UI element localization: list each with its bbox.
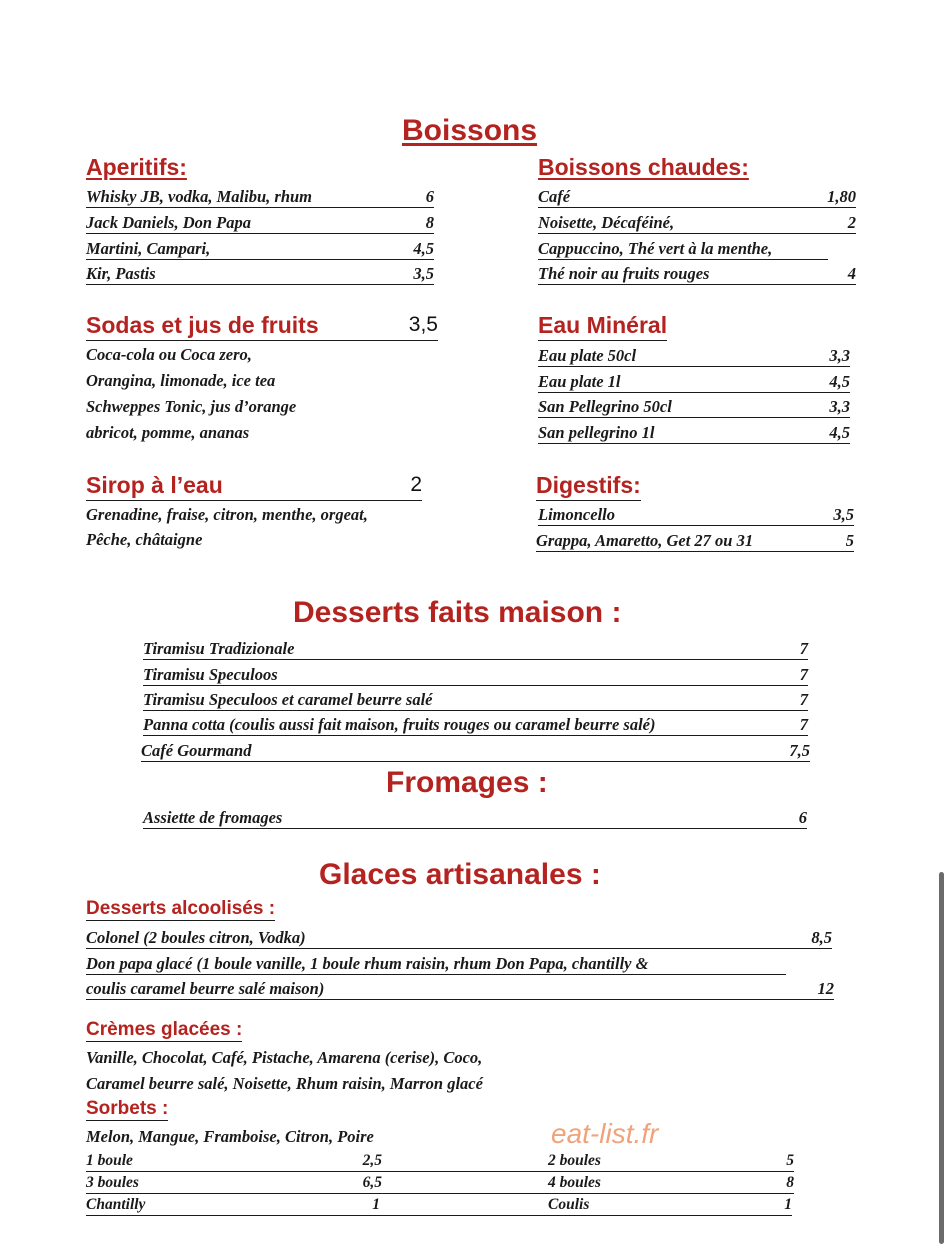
list-item — [86, 263, 434, 285]
list-item — [86, 927, 832, 949]
item-price: 4,5 — [829, 423, 850, 442]
item-name: Chantilly — [86, 1196, 146, 1213]
list-item — [538, 212, 856, 234]
sirop-line: Pêche, châtaigne — [86, 530, 203, 549]
item-price: 2,5 — [362, 1152, 382, 1169]
item-name: Eau plate 50cl — [538, 346, 637, 365]
digestifs-heading: Digestifs: — [536, 472, 641, 501]
glaces-heading: Glaces artisanales : — [319, 858, 601, 891]
item-price: 7 — [799, 690, 808, 709]
item-name: Eau plate 1l — [538, 372, 621, 391]
cremes-line: Vanille, Chocolat, Café, Pistache, Amarena (cerise), Coco, — [86, 1048, 483, 1067]
item-name: Thé noir au fruits rouges — [538, 264, 710, 283]
item-name: Cappuccino, Thé vert à la menthe, — [538, 239, 773, 258]
sodas-line: abricot, pomme, ananas — [86, 423, 250, 442]
list-item — [86, 978, 834, 1000]
item-price: 5 — [845, 531, 854, 550]
watermark: eat-list.fr — [551, 1118, 659, 1149]
eau-heading: Eau Minéral — [538, 312, 667, 341]
item-price: 1 — [784, 1196, 792, 1213]
sirop-price: 2 — [410, 473, 422, 496]
list-item — [86, 212, 434, 234]
sorbets-line: Melon, Mangue, Framboise, Citron, Poire — [86, 1127, 374, 1146]
item-price: 6 — [798, 808, 807, 827]
item-price: 8,5 — [811, 928, 832, 947]
sorbets-heading: Sorbets : — [86, 1098, 169, 1119]
cremes-line: Caramel beurre salé, Noisette, Rhum raisin, Marron glacé — [86, 1074, 483, 1093]
item-name: coulis caramel beurre salé maison) — [86, 979, 325, 998]
item-name: Jack Daniels, Don Papa — [86, 213, 251, 232]
list-item — [86, 1172, 382, 1194]
list-item — [141, 740, 810, 762]
sodas-line: Coca-cola ou Coca zero, — [86, 345, 252, 364]
item-name: 3 boules — [86, 1174, 139, 1191]
list-item — [86, 953, 786, 975]
list-item — [86, 1150, 382, 1172]
item-price: 3,5 — [413, 264, 434, 283]
sirop-line: Grenadine, fraise, citron, menthe, orgeat, — [86, 505, 368, 524]
list-item — [536, 530, 854, 552]
desserts-heading: Desserts faits maison : — [293, 596, 622, 629]
item-name: Whisky JB, vodka, Malibu, rhum — [86, 187, 313, 206]
list-item — [143, 714, 808, 736]
item-name: San Pellegrino 50cl — [538, 397, 672, 416]
item-name: Don papa glacé (1 boule vanille, 1 boule rhum raisin, rhum Don Papa, chantilly & — [86, 954, 649, 973]
sodas-price: 3,5 — [408, 313, 438, 336]
fromages-heading: Fromages : — [386, 766, 548, 799]
list-item — [538, 238, 828, 260]
list-item — [143, 638, 808, 660]
sodas-line: Schweppes Tonic, jus d’orange — [86, 397, 297, 416]
item-price: 1 — [372, 1196, 380, 1213]
item-name: Café Gourmand — [141, 741, 252, 760]
item-name: Grappa, Amaretto, Get 27 ou 31 — [536, 531, 754, 550]
boissons-chaudes-heading: Boissons chaudes: — [538, 154, 749, 180]
item-name: San pellegrino 1l — [538, 423, 655, 442]
list-item — [538, 186, 856, 208]
item-name: Kir, Pastis — [86, 264, 156, 283]
list-item — [86, 238, 434, 260]
list-item — [86, 186, 434, 208]
cremes-heading: Crèmes glacées : — [86, 1019, 243, 1040]
item-name: 1 boule — [86, 1152, 133, 1169]
list-item — [143, 807, 807, 829]
item-name: Panna cotta (coulis aussi fait maison, fruits rouges ou caramel beurre salé) — [143, 715, 656, 734]
sodas-heading: Sodas et jus de fruits — [86, 312, 319, 338]
item-name: Tiramisu Speculoos — [143, 665, 278, 684]
item-price: 3,5 — [833, 505, 854, 524]
sodas-line: Orangina, limonade, ice tea — [86, 371, 276, 390]
sodas-heading-row — [86, 312, 438, 341]
item-name: Café — [538, 187, 571, 206]
list-item — [382, 1150, 794, 1172]
item-price: 6,5 — [362, 1174, 382, 1191]
item-price: 5 — [786, 1152, 794, 1169]
item-price: 4,5 — [413, 239, 434, 258]
list-item — [380, 1194, 792, 1216]
item-price: 6 — [425, 187, 434, 206]
item-name: 2 boules — [548, 1152, 601, 1169]
item-price: 3,3 — [829, 346, 850, 365]
sirop-heading: Sirop à l’eau — [86, 472, 223, 498]
list-item — [538, 371, 850, 393]
item-price: 8 — [425, 213, 434, 232]
item-price: 3,3 — [829, 397, 850, 416]
item-name: Tiramisu Tradizionale — [143, 639, 295, 658]
item-name: Tiramisu Speculoos et caramel beurre salé — [143, 690, 433, 709]
list-item — [538, 504, 854, 526]
item-price: 4 — [847, 264, 856, 283]
item-price: 1,80 — [827, 187, 856, 206]
item-price: 7 — [799, 665, 808, 684]
alcoolises-heading: Desserts alcoolisés : — [86, 898, 276, 919]
aperitifs-heading: Aperitifs: — [86, 154, 187, 180]
item-name: Martini, Campari, — [86, 239, 211, 258]
list-item — [538, 263, 856, 285]
list-item — [538, 422, 850, 444]
item-name: Limoncello — [538, 505, 615, 524]
item-price: 7 — [799, 639, 808, 658]
item-name: Coulis — [548, 1196, 590, 1213]
list-item — [143, 689, 808, 711]
item-price: 7,5 — [789, 741, 810, 760]
item-name: Noisette, Décaféiné, — [538, 213, 675, 232]
item-price: 4,5 — [829, 372, 850, 391]
item-name: Colonel (2 boules citron, Vodka) — [86, 928, 306, 947]
page-title: Boissons — [402, 114, 538, 147]
list-item — [538, 345, 850, 367]
item-price: 8 — [786, 1174, 794, 1191]
item-price: 12 — [817, 979, 834, 998]
list-item — [86, 1194, 380, 1216]
item-name: 4 boules — [548, 1174, 601, 1191]
item-name: Assiette de fromages — [143, 808, 283, 827]
list-item — [143, 664, 808, 686]
list-item — [538, 396, 850, 418]
sirop-heading-row — [86, 472, 422, 501]
scrollbar[interactable] — [939, 872, 944, 1244]
item-price: 2 — [847, 213, 856, 232]
item-price: 7 — [799, 715, 808, 734]
list-item — [382, 1172, 794, 1194]
